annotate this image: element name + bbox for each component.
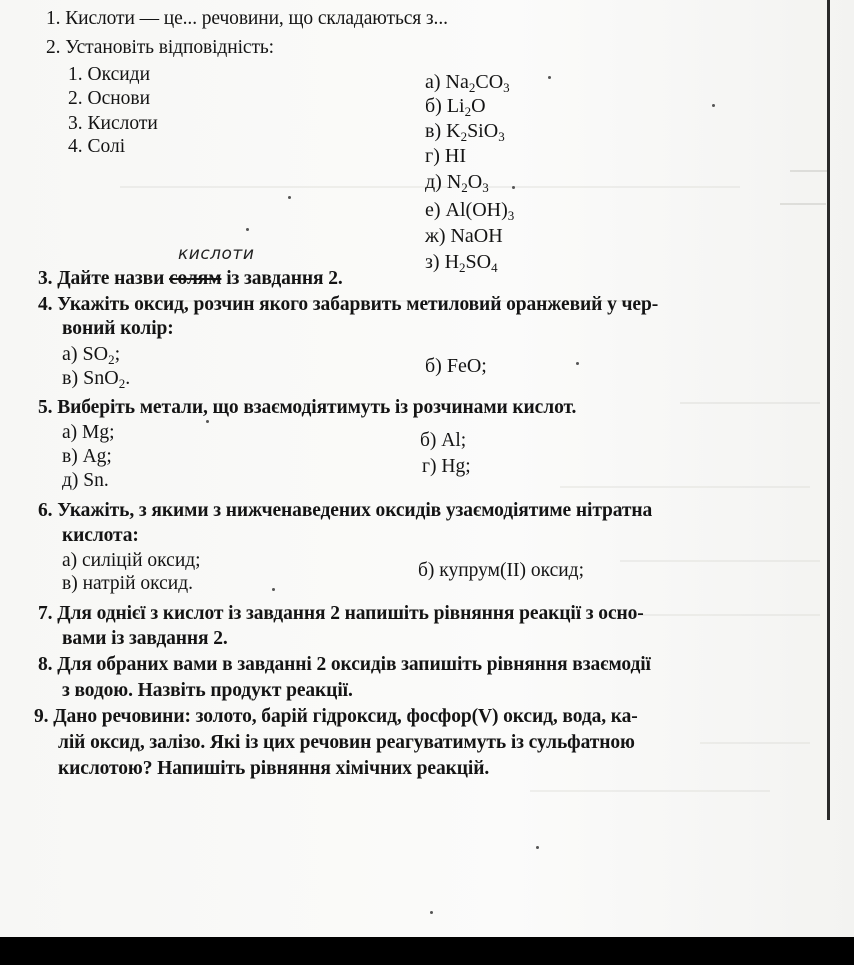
question-number: 6. (38, 500, 53, 521)
formula-zh: ж) NaOH (425, 225, 503, 247)
question-number: 2. (46, 37, 61, 58)
option-a: а) $SO_2$; (62, 343, 121, 367)
option-a: а) Mg; (62, 422, 115, 443)
question-8-line-2: з водою. Назвіть продукт реакції. (62, 680, 353, 701)
option-d: д) Sn. (62, 470, 109, 491)
question-number: 3. (38, 268, 53, 289)
option-v: в) SnO$_2$. (62, 367, 131, 391)
formula-a: а) $Na_2CO_3$ (425, 71, 510, 95)
question-1 (46, 8, 448, 30)
match-left-item: 3. Кислоти (68, 113, 158, 134)
scan-speck (576, 362, 579, 365)
question-number: 8. (38, 654, 53, 675)
question-5: 5. Виберіть метали, що взаємодіятимуть із розчинами кислот. (38, 397, 577, 418)
struck-word: солям (169, 268, 222, 289)
match-left-item: 4. Солі (68, 136, 126, 157)
scan-speck (430, 911, 433, 914)
question-text: Кислоти — це... речовини, що складаються з... (65, 8, 448, 29)
option-v: в) натрій оксид. (62, 573, 194, 594)
question-9-line-3: кислотою? Напишіть рівняння хімічних реакцій. (58, 758, 490, 779)
option-g: г) Hg; (422, 456, 471, 477)
scan-speck (288, 196, 291, 199)
question-7-line-2: вами із завдання 2. (62, 628, 228, 649)
match-left-item: 1. Оксиди (68, 64, 151, 85)
question-text: Установіть відповідність: (65, 37, 274, 58)
question-6: 6. Укажіть, з якими з нижченаведених оксидів узаємодіятиме нітратна (38, 500, 653, 521)
question-9-line-2: лій оксид, залізо. Які із цих речовин реагуватимуть із сульфатною (58, 732, 635, 753)
scan-speck (548, 76, 551, 79)
formula-z: з) $H_2SO_4$ (425, 251, 498, 275)
question-number: 9. (34, 706, 49, 727)
question-6-line-2: кислота: (62, 525, 139, 546)
formula-v: в) $K_2SiO_3$ (425, 120, 505, 144)
page-edge-line (827, 0, 830, 820)
option-b: б) Al; (420, 430, 467, 451)
match-left-item: 2. Основи (68, 88, 151, 109)
scan-bottom-border (0, 937, 854, 965)
question-3: 3. Дайте назви солям із завдання 2. (38, 268, 343, 289)
scan-speck (272, 588, 275, 591)
scan-speck (536, 846, 539, 849)
option-a: а) силіцій оксид; (62, 550, 201, 571)
formula-g: г) HI (425, 145, 466, 167)
option-b: б) купрум(ІІ) оксид; (418, 560, 585, 581)
scan-speck (512, 186, 515, 189)
question-number: 5. (38, 397, 53, 418)
option-v: в) Ag; (62, 446, 112, 467)
handwritten-note: кислоти (178, 244, 255, 264)
option-b: б) FeO; (425, 355, 487, 377)
question-number: 4. (38, 294, 53, 315)
formula-d: д) $N_2O_3$ (425, 171, 489, 195)
question-2 (46, 37, 274, 59)
question-8: 8. Для обраних вами в завданні 2 оксидів запишіть рівняння взаємодії (38, 654, 651, 675)
formula-b: б) $Li_2O$ (425, 95, 486, 119)
question-number: 7. (38, 603, 53, 624)
scan-speck (246, 228, 249, 231)
formula-e: е) $Al(OH)_3$ (425, 199, 515, 223)
question-9: 9. Дано речовини: золото, барій гідроксид, фосфор(V) оксид, вода, ка- (34, 706, 638, 727)
question-4: 4. Укажіть оксид, розчин якого забарвить метиловий оранжевий у чер- (38, 294, 659, 315)
question-7: 7. Для однієї з кислот із завдання 2 напишіть рівняння реакції з осно- (38, 603, 644, 624)
question-4-line-2: воний колір: (62, 318, 174, 339)
scan-speck (206, 420, 209, 423)
question-number: 1. (46, 8, 61, 29)
scan-speck (712, 104, 715, 107)
